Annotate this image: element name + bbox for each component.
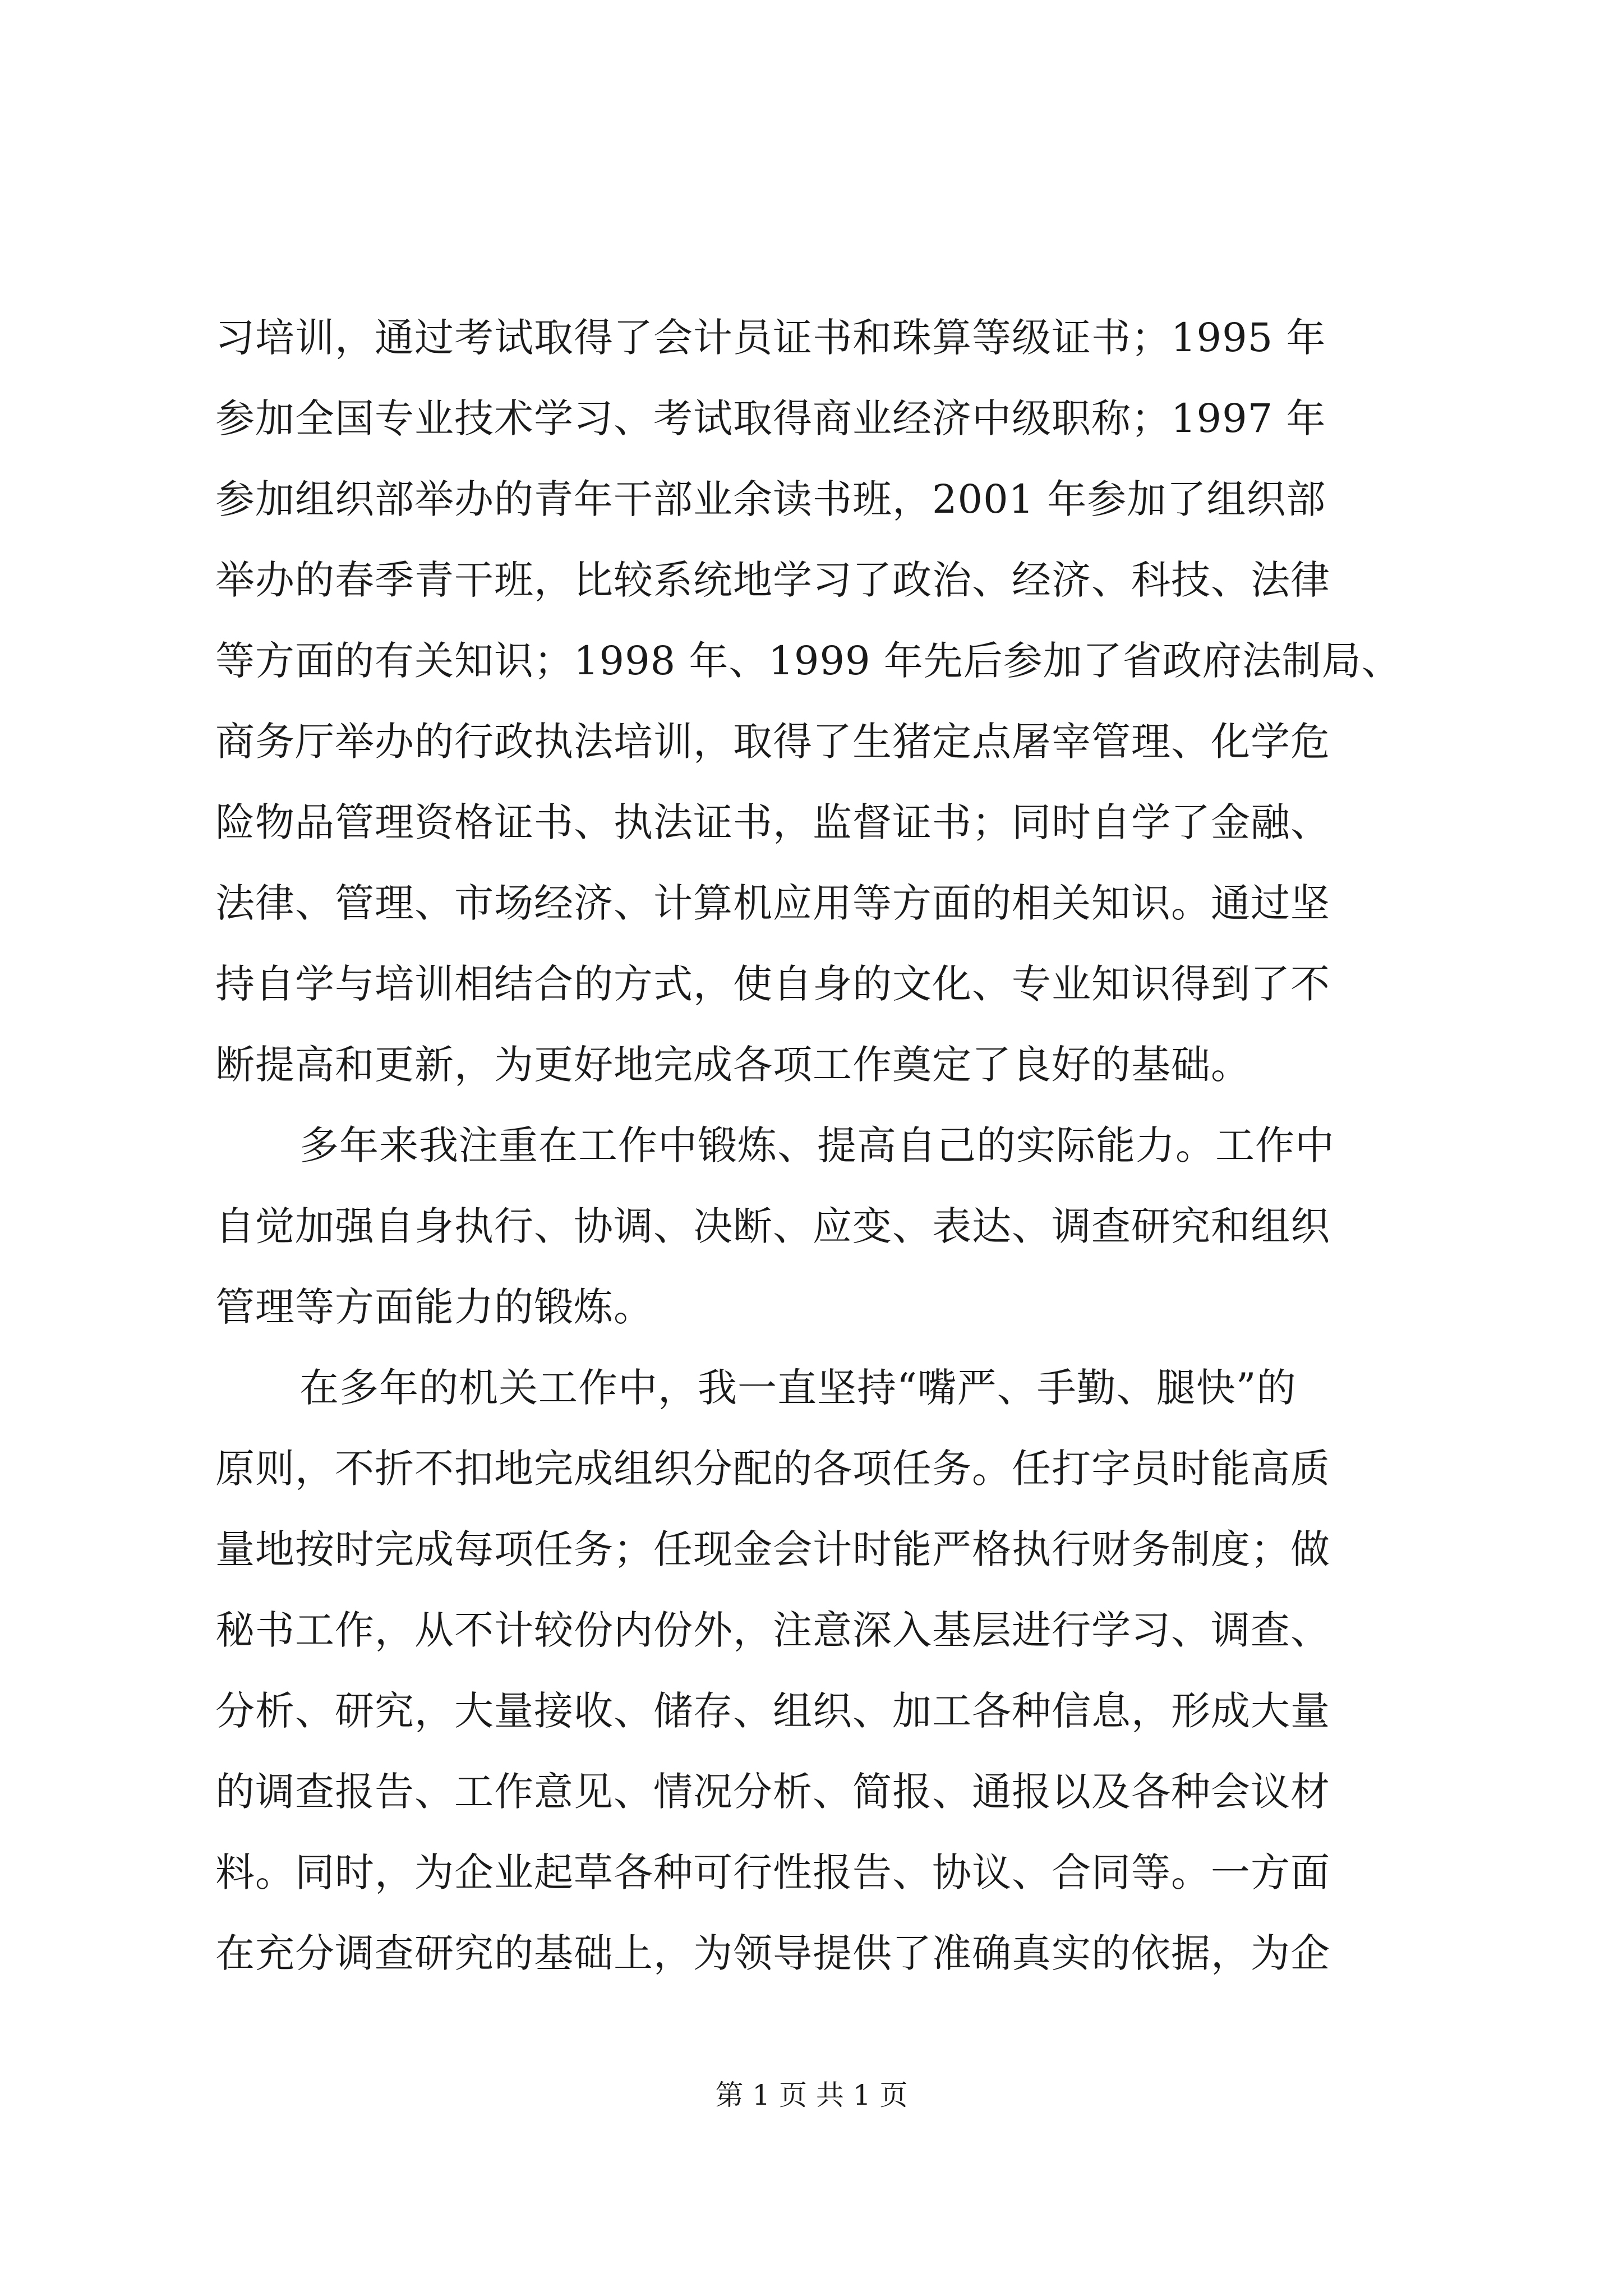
text-line: 在多年的机关工作中，我一直坚持“嘴严、手勤、腿快”的: [299, 1365, 1297, 1411]
text-line: 持自学与培训相结合的方式，使自身的文化、专业知识得到了不: [215, 961, 1330, 1007]
text-line: 法律、管理、市场经济、计算机应用等方面的相关知识。通过坚: [215, 880, 1330, 926]
text-line: 在充分调查研究的基础上，为领导提供了准确真实的依据，为企: [215, 1930, 1330, 1976]
text-line: 举办的春季青干班，比较系统地学习了政治、经济、科技、法律: [215, 557, 1330, 603]
text-line: 等方面的有关知识；1998 年、1999 年先后参加了省政府法制局、: [215, 638, 1401, 684]
paragraph: [215, 1347, 1415, 1994]
text-line: 参加组织部举办的青年干部业余读书班，2001 年参加了组织部: [215, 476, 1326, 522]
page-footer: 第 1 页 共 1 页: [715, 2079, 908, 2111]
text-line: 险物品管理资格证书、执法证书，监督证书；同时自学了金融、: [215, 799, 1330, 845]
document-body: [215, 297, 1415, 1994]
text-line: 参加全国专业技术学习、考试取得商业经济中级职称；1997 年: [215, 395, 1326, 441]
text-line: 量地按时完成每项任务；任现金会计时能严格执行财务制度；做: [215, 1526, 1330, 1572]
paragraph: [215, 297, 1415, 1105]
text-line: 秘书工作，从不计较份内份外，注意深入基层进行学习、调查、: [215, 1607, 1330, 1653]
text-line: 的调查报告、工作意见、情况分析、简报、通报以及各种会议材: [215, 1769, 1330, 1815]
text-line: 断提高和更新，为更好地完成各项工作奠定了良好的基础。: [215, 1042, 1251, 1088]
paragraph: [215, 1105, 1415, 1347]
text-line: 分析、研究，大量接收、储存、组织、加工各种信息，形成大量: [215, 1688, 1330, 1734]
text-line: 自觉加强自身执行、协调、决断、应变、表达、调查研究和组织: [215, 1203, 1330, 1249]
text-line: 管理等方面能力的锻炼。: [215, 1284, 653, 1330]
text-line: 商务厅举办的行政执法培训，取得了生猪定点屠宰管理、化学危: [215, 719, 1330, 765]
text-line: 原则，不折不扣地完成组织分配的各项任务。任打字员时能高质: [215, 1446, 1330, 1492]
text-line: 多年来我注重在工作中锻炼、提高自己的实际能力。工作中: [299, 1122, 1335, 1168]
text-line: 习培训，通过考试取得了会计员证书和珠算等级证书；1995 年: [215, 315, 1326, 361]
text-line: 料。同时，为企业起草各种可行性报告、协议、合同等。一方面: [215, 1849, 1330, 1895]
